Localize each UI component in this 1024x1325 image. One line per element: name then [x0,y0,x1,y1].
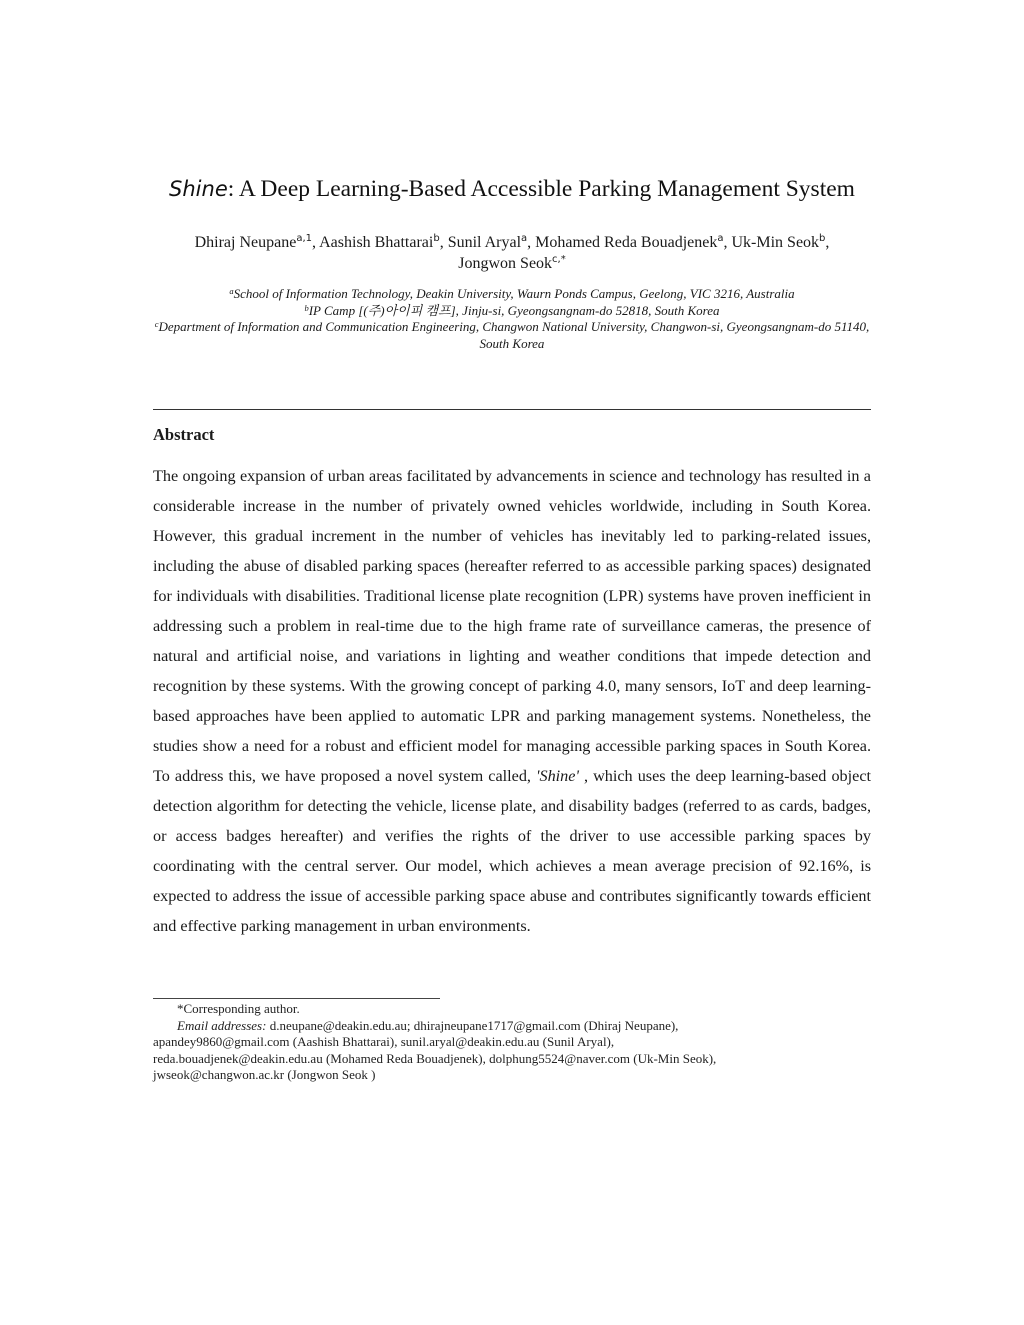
affiliation: $^c$Department of Information and Communication Engineering, Changwon National University, Changwon-si, Gyeongsangnam-do 51140, South Korea [154,319,870,351]
author: Dhiraj Neupane$^{a,1}$, [194,233,320,251]
email-line: Email addresses: d.neupane@deakin.edu.au; dhirajneupane1717@gmail.com (Dhiraj Neupane), [177,1017,679,1033]
author: Sunil Aryal$^a$, [447,233,536,251]
title-system-name: Shine [169,177,228,201]
abstract-body: The ongoing expansion of urban areas facilitated by advancements in science and technology has resulted in a considerable increase in the number of privately owned vehicles worldwide, including in South Korea. However, this gradual increment in the number of vehicles has inevitably led to parking-related issues, including the abuse of disabled parking spaces (hereafter referred to as accessible parking spaces) designated for individuals with disabilities. Traditional license plate recognition (LPR) systems have proven inefficient in addressing such a problem in real-time due to the high frame rate of surveillance cameras, the presence of natural and artificial noise, and variations in lighting and weather conditions that impede detection and recognition by these systems. With the growing concept of parking 4.0, many sensors, IoT and deep learning-based approaches have been applied to automatic LPR and parking management systems. Nonetheless, the studies show a need for a robust and efficient model for managing accessible parking spaces in South Korea. To address this, we have proposed a novel system called, 'Shine' , which uses the deep learning-based object detection algorithm for detecting the vehicle, license plate, and disability badges (referred to as cards, badges, or access badges hereafter) and verifies the rights of the driver to use accessible parking spaces by coordinating with the central server. Our model, which achieves a mean average precision of 92.16%, is expected to address the issue of accessible parking space abuse and contributes significantly towards efficient and effective parking management in urban environments. [153,467,871,935]
email-line: reda.bouadjenek@deakin.edu.au (Mohamed Reda Bouadjenek), dolphung5524@naver.com (Uk-Min Seok), [153,1050,717,1066]
abstract-heading: Abstract [153,425,215,444]
affiliation: $^a$School of Information Technology, Deakin University, Waurn Ponds Campus, Geelong, VIC 3216, Australia [229,286,795,301]
email-line: apandey9860@gmail.com (Aashish Bhattarai), sunil.aryal@deakin.edu.au (Sunil Aryal), [153,1034,615,1049]
email-label: Email addresses: [177,1017,267,1033]
author: Uk-Min Seok$^b$, [731,233,830,251]
footnote-divider [153,998,440,999]
system-name-quote: 'Shine' [536,767,579,785]
author: Mohamed Reda Bouadjenek$^a$, [535,233,732,251]
title-rest: : A Deep Learning-Based Accessible Parking Management System [227,176,855,202]
footnote [153,1001,873,1084]
affiliation: $^b$IP Camp [(주)아이피 캠프], Jinju-si, Gyeongsangnam-do 52818, South Korea [304,302,720,318]
email-line: jwseok@changwon.ac.kr (Jongwon Seok ) [153,1067,376,1082]
corresponding-author-note: *Corresponding author. [177,1001,300,1016]
header-divider [153,409,871,410]
affiliation-list [150,286,874,352]
paper-title [0,176,1024,203]
author: Jongwon Seok$^{c,*}$ [458,254,566,272]
author-list [170,232,854,274]
author: Aashish Bhattarai$^b$, [319,233,448,251]
